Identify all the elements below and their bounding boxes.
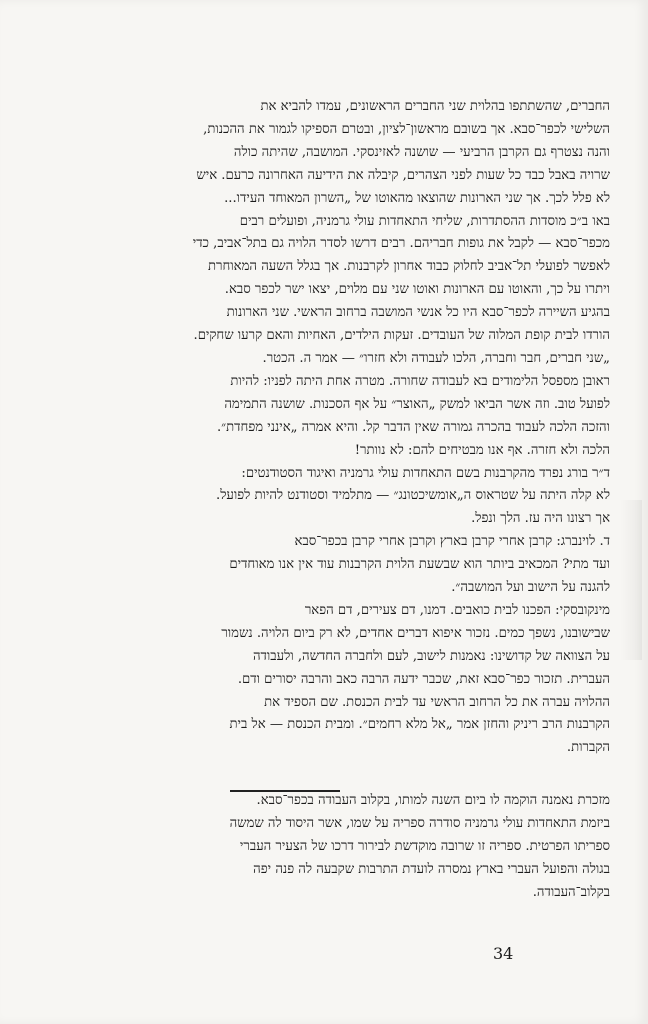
text-line: ההלויה עברה את כל הרחוב הראשי עד לבית הכנסת. שם הספיד את xyxy=(264,694,610,710)
text-line: על הצוואה של קדושינו: נאמנות לישוב, לעם ולחברה החדשה, ולעבודה xyxy=(252,648,610,664)
text-line: בקלוב־העבודה. xyxy=(532,884,610,900)
body-text xyxy=(10,96,610,905)
scan-shadow xyxy=(620,500,642,660)
text-line: להגנה על הישוב ועל המושבה״. xyxy=(451,580,610,596)
text-line: לפועל טוב. וזה אשר הביאו למשק „האוצר״ על אף הסכנות. שושנה התמימה xyxy=(224,396,610,412)
text-line: ד. לוינברג: קרבן אחרי קרבן בארץ וקרבן אחרי קרבן בכפר־סבא xyxy=(294,534,610,550)
text-line: החברים, שהשתתפו בהלוית שני החברים הראשונים, עמדו להביא את xyxy=(260,99,610,114)
section-gap xyxy=(10,760,610,768)
text-line: שרויה באבל כבד כל שעות לפני הצהרים, קיבלה את הידיעה האחרונה כרעם. איש xyxy=(196,167,610,183)
paragraph xyxy=(10,790,610,905)
text-line: לא קלה היתה על שטראוס ה„אומשיכטונג״ — מתלמיד וסטודנט להיות לפועל. xyxy=(216,488,610,504)
paragraph xyxy=(10,600,610,692)
paragraph xyxy=(10,463,610,532)
text-line: מינקובסקי: הפכנו לבית כואבים. דמנו, דם צעירים, דם הפאר xyxy=(304,602,610,618)
paragraph xyxy=(10,211,610,348)
paragraph xyxy=(10,96,610,211)
text-line: ויתרו על כך, והאוטו עם הארונות ואוטו שני עם מלוים, יצאו ישר לכפר סבא. xyxy=(224,282,610,298)
text-line: ראובן מספסל הלימודים בא לעבודה שחורה. מטרה אחת היתה לפניו: להיות xyxy=(230,373,610,389)
text-line: אך רצונו היה עז. הלך ונפל. xyxy=(471,511,610,527)
text-line: מכפר־סבא — לקבל את גופות חבריהם. רבים דרשו לסדר הלויה גם בתל־אביב, כדי xyxy=(192,236,610,252)
section-gap xyxy=(10,768,610,776)
text-line: הקרבנות הרב ריניק והחזן אמר „אל מלא רחמים״. ומבית הכנסת — אל בית xyxy=(229,717,610,733)
text-line: הקברות. xyxy=(566,740,610,756)
text-line: והנה נצטרף גם הקרבן הרביעי — שושנה לאזינסקי. המושבה, שהיתה כולה xyxy=(233,144,610,160)
paragraph xyxy=(10,348,610,463)
section-divider xyxy=(230,790,340,792)
text-line: הלכה ולא חזרה. אף אנו מבטיחים להם: לא נוותר! xyxy=(354,442,610,458)
text-line: בגולה והפועל העברי בארץ נמסרה לועדת התרבות שקבעה לה פנה יפה xyxy=(253,862,610,877)
text-line: והזכה הלכה לעבוד בהכרה גמורה שאין הדבר קל. והיא אמרה „אינני מפחדת״. xyxy=(216,419,610,435)
paragraph xyxy=(10,531,610,600)
text-line: השלישי לכפר־סבא. אך בשובם מראשון־לציון, ובטרם הספיקו לגמור את ההכנות, xyxy=(203,121,610,137)
text-line: העברית. תזכור כפר־סבא זאת, שכבר ידעה הרבה כאב והרבה יסורים ודם. xyxy=(237,671,610,687)
text-line: הורדו לבית קופת המלוה של העובדים. זעקות הילדים, האחיות והאם קרעו שחקים. xyxy=(193,328,610,344)
text-line: בהגיע השיירה לכפר־סבא היו כל אנשי המושבה ברחוב הראשי. שני הארונות xyxy=(226,305,610,321)
page-number: 34 xyxy=(493,944,514,963)
text-line: באו ב״כ מוסדות ההסתדרות, שליחי התאחדות עולי גרמניה, ופועלים רבים xyxy=(239,213,610,229)
text-line: ד״ר בורג נפרד מהקרבנות בשם התאחדות עולי גרמניה ואיגוד הסטודנטים: xyxy=(241,465,610,481)
text-line: לאפשר לפועלי תל־אביב לחלוק כבוד אחרון לקרבנות. אך בגלל השעה המאוחרת xyxy=(207,259,610,275)
text-line: „שני חברים, חבר וחברה, הלכו לעבודה ולא חזרו״ — אמר ה. הכטר. xyxy=(262,350,610,366)
text-line: ביזמת התאחדות עולי גרמניה סודרה ספריה על שמו, אשר היסוד לה שמשה xyxy=(229,816,610,832)
text-line: מזכרת נאמנה הוקמה לו ביום השנה למותו, בקלוב העבודה בכפר־סבא. xyxy=(256,793,610,809)
text-line: שבישובנו, נשפך כמים. נזכור איפוא דברים אחדים, לא רק ביום הלויה. נשמור xyxy=(221,625,610,641)
text-line: לא פלל לכך. אך שני הארונות שהוצאו מהאוטו של „השרון המאוחד העידו... xyxy=(224,190,610,206)
text-line: ועד מתי? המכאיב ביותר הוא שבשעת הלוית הקרבנות עוד אין אנו מאוחדים xyxy=(229,557,610,573)
paragraph xyxy=(10,692,610,761)
text-line: ספריתו הפרטית. ספריה זו שרובה מוקדשת לבירור דרכו של הצעיר העברי xyxy=(239,839,610,855)
